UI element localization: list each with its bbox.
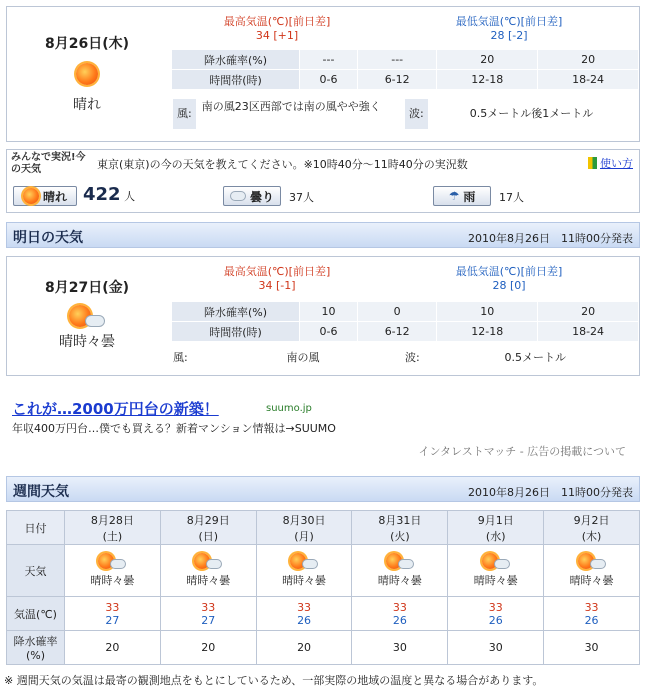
weekly-forecast-table xyxy=(6,510,640,665)
time-cell: 6-12 xyxy=(357,70,436,90)
day-dow: (土) xyxy=(102,529,123,543)
sunny-count-number: 422 xyxy=(83,184,121,205)
weekly-rain-cell: 30 xyxy=(544,631,640,665)
weekly-weather-cell xyxy=(448,545,544,597)
weekly-title: 週間天気 xyxy=(13,484,69,500)
rain-vote-button[interactable] xyxy=(433,186,491,206)
help-link[interactable] xyxy=(588,155,633,171)
day-low: 26 xyxy=(297,613,312,627)
weekly-weather-cell xyxy=(160,545,256,597)
tomorrow-header-bar xyxy=(6,222,640,248)
high-temp-value: 34 [+1] xyxy=(255,29,299,42)
sunny-vote-button[interactable] xyxy=(13,186,77,206)
cloudy-button-label: 曇り xyxy=(249,189,274,204)
weekly-rain-cell: 30 xyxy=(448,631,544,665)
live-report-logo: みんなで実況!今の天気 xyxy=(11,152,86,175)
weekly-temp-cell xyxy=(448,597,544,631)
weekly-temp-cell xyxy=(160,597,256,631)
day-dow: (水) xyxy=(485,529,506,543)
day-date: 8月28日 xyxy=(90,513,134,527)
day-weather: 晴時々曇 xyxy=(569,574,614,587)
weekly-date-cell xyxy=(544,511,640,545)
cloud-icon xyxy=(494,559,510,569)
rain-cell: 20 xyxy=(538,50,639,70)
weekly-weather-cell xyxy=(256,545,352,597)
time-cell: 12-18 xyxy=(437,70,538,90)
high-temp-label: 最高気温(℃)[前日差] xyxy=(223,265,331,278)
weekly-temp-cell xyxy=(256,597,352,631)
today-wave xyxy=(405,99,639,129)
time-cell: 0-6 xyxy=(300,70,358,90)
tomorrow-title: 明日の天気 xyxy=(13,230,83,246)
day-high: 33 xyxy=(488,600,503,614)
wave-label: 波: xyxy=(405,99,428,129)
day-weather: 晴時々曇 xyxy=(377,574,422,587)
weekly-weather-row xyxy=(7,545,640,597)
day-low: 26 xyxy=(584,613,599,627)
sun-icon xyxy=(23,188,39,204)
weekly-date-cell xyxy=(65,511,161,545)
sunny-count xyxy=(83,184,135,205)
day-dow: (日) xyxy=(198,529,219,543)
rain-cell: --- xyxy=(357,50,436,70)
tomorrow-rain-table xyxy=(171,301,639,342)
day-dow: (木) xyxy=(581,529,602,543)
weekly-rain-row xyxy=(7,631,640,665)
tomorrow-announce: 2010年8月26日 11時00分発表 xyxy=(468,232,633,245)
time-label: 時間帯(時) xyxy=(172,70,300,90)
day-high: 33 xyxy=(584,600,599,614)
weekly-rain-cell: 20 xyxy=(65,631,161,665)
weekly-rain-cell: 20 xyxy=(256,631,352,665)
day-weather: 晴時々曇 xyxy=(186,574,231,587)
help-link-label: 使い方 xyxy=(600,157,633,170)
wave-value: 0.5メートル後1メートル xyxy=(469,107,594,120)
today-date: 8月26日(木) xyxy=(44,36,130,52)
tomorrow-weather-label: 晴時々曇 xyxy=(59,334,115,350)
row-header-weather: 天気 xyxy=(7,545,65,597)
day-weather: 晴時々曇 xyxy=(90,574,135,587)
rain-label: 降水確率(%) xyxy=(172,302,300,322)
wind-label: 風: xyxy=(173,351,188,364)
sunny-count-unit: 人 xyxy=(124,190,136,203)
day-weather: 晴時々曇 xyxy=(282,574,327,587)
rain-cell: 0 xyxy=(357,302,436,322)
low-temp-value: 28 [0] xyxy=(492,279,526,292)
weekly-temp-row xyxy=(7,597,640,631)
ad-footer-link[interactable]: インタレストマッチ - 広告の掲載について xyxy=(418,445,626,458)
day-date: 8月30日 xyxy=(282,513,326,527)
weekly-date-cell xyxy=(448,511,544,545)
weekly-date-row xyxy=(7,511,640,545)
weekly-temp-cell xyxy=(352,597,448,631)
day-weather: 晴時々曇 xyxy=(473,574,518,587)
rain-count: 17人 xyxy=(499,191,524,204)
today-date-column xyxy=(7,33,167,114)
wave-label: 波: xyxy=(405,351,420,364)
weekly-date-cell xyxy=(352,511,448,545)
day-high: 33 xyxy=(297,600,312,614)
tomorrow-wind xyxy=(173,349,403,365)
sunny-button-label: 晴れ xyxy=(42,189,67,204)
today-forecast-card xyxy=(6,6,640,142)
wind-value: 南の風23区西部では南の風やや強く xyxy=(201,100,381,113)
rain-button-label: 雨 xyxy=(463,189,476,204)
time-label: 時間帯(時) xyxy=(172,322,300,342)
rain-cell: --- xyxy=(300,50,358,70)
beginner-mark-icon xyxy=(588,157,597,169)
cloud-icon xyxy=(230,191,246,201)
live-report-panel xyxy=(6,149,640,213)
rain-cell: 20 xyxy=(538,302,639,322)
rain-label: 降水確率(%) xyxy=(172,50,300,70)
day-date: 9月1日 xyxy=(477,513,514,527)
today-wind xyxy=(173,99,403,129)
tomorrow-low-temp xyxy=(439,263,579,292)
day-low: 26 xyxy=(488,613,503,627)
time-cell: 18-24 xyxy=(538,322,639,342)
today-low-temp xyxy=(439,13,579,42)
cloud-icon xyxy=(110,559,126,569)
wind-value: 南の風 xyxy=(286,351,320,364)
rain-cell: 20 xyxy=(437,50,538,70)
tomorrow-date-column xyxy=(7,277,167,351)
weekly-date-cell xyxy=(256,511,352,545)
day-date: 8月29日 xyxy=(186,513,230,527)
row-header-date: 日付 xyxy=(7,511,65,545)
day-high: 33 xyxy=(201,600,216,614)
ad-description: 年収400万円台…僕でも買える？新着マンション情報は→SUUMO xyxy=(12,422,336,435)
day-low: 26 xyxy=(392,613,407,627)
row-header-rain: 降水確率(%) xyxy=(7,631,65,665)
day-dow: (火) xyxy=(390,529,410,543)
weekly-weather-cell xyxy=(65,545,161,597)
weekly-announce: 2010年8月26日 11時00分発表 xyxy=(468,486,633,499)
wave-value: 0.5メートル xyxy=(504,351,566,364)
tomorrow-date: 8月27日(金) xyxy=(44,280,130,296)
live-report-question: 東京(東京)の今の天気を教えてください。※10時40分～11時40分の実況数 xyxy=(97,158,468,171)
day-date: 8月31日 xyxy=(378,513,422,527)
umbrella-icon: ☂ xyxy=(448,189,460,203)
day-low: 27 xyxy=(105,613,120,627)
tomorrow-wave xyxy=(405,349,639,365)
high-temp-value: 34 [-1] xyxy=(258,279,296,292)
weekly-footnote: ※ 週間天気の気温は最寄の観測地点をもとにしているため、一部実際の地域の温度と異なる場合があります。 xyxy=(4,674,544,687)
ad-headline-link[interactable]: これが…2000万円台の新築！ xyxy=(12,400,219,418)
low-temp-label: 最低気温(℃)[前日差] xyxy=(455,265,563,278)
time-cell: 12-18 xyxy=(437,322,538,342)
today-rain-table xyxy=(171,49,639,90)
cloud-icon xyxy=(206,559,222,569)
rain-cell: 10 xyxy=(300,302,358,322)
ad-domain[interactable]: suumo.jp xyxy=(266,403,312,414)
day-date: 9月2日 xyxy=(573,513,610,527)
weekly-rain-cell: 20 xyxy=(160,631,256,665)
sun-icon xyxy=(76,63,98,85)
weekly-date-cell xyxy=(160,511,256,545)
tomorrow-forecast-card xyxy=(6,256,640,376)
cloud-icon xyxy=(590,559,606,569)
today-weather-label: 晴れ xyxy=(73,97,101,113)
time-cell: 0-6 xyxy=(300,322,358,342)
weekly-weather-cell xyxy=(544,545,640,597)
weekly-weather-cell xyxy=(352,545,448,597)
day-low: 27 xyxy=(201,613,216,627)
day-dow: (月) xyxy=(294,529,314,543)
today-high-temp xyxy=(207,13,347,42)
row-header-temp: 気温(℃) xyxy=(7,597,65,631)
weekly-temp-cell xyxy=(544,597,640,631)
time-cell: 6-12 xyxy=(357,322,436,342)
low-temp-label: 最低気温(℃)[前日差] xyxy=(455,15,563,28)
day-high: 33 xyxy=(392,600,407,614)
cloud-icon xyxy=(302,559,318,569)
cloud-icon xyxy=(398,559,414,569)
weekly-rain-cell: 30 xyxy=(352,631,448,665)
tomorrow-high-temp xyxy=(207,263,347,292)
weekly-header-bar xyxy=(6,476,640,502)
cloudy-vote-button[interactable] xyxy=(223,186,281,206)
wind-label: 風: xyxy=(173,99,196,129)
cloud-icon xyxy=(85,315,105,327)
cloudy-count: 37人 xyxy=(289,191,314,204)
rain-cell: 10 xyxy=(437,302,538,322)
day-high: 33 xyxy=(105,600,120,614)
high-temp-label: 最高気温(℃)[前日差] xyxy=(223,15,331,28)
low-temp-value: 28 [-2] xyxy=(490,29,528,42)
weekly-temp-cell xyxy=(65,597,161,631)
time-cell: 18-24 xyxy=(538,70,639,90)
